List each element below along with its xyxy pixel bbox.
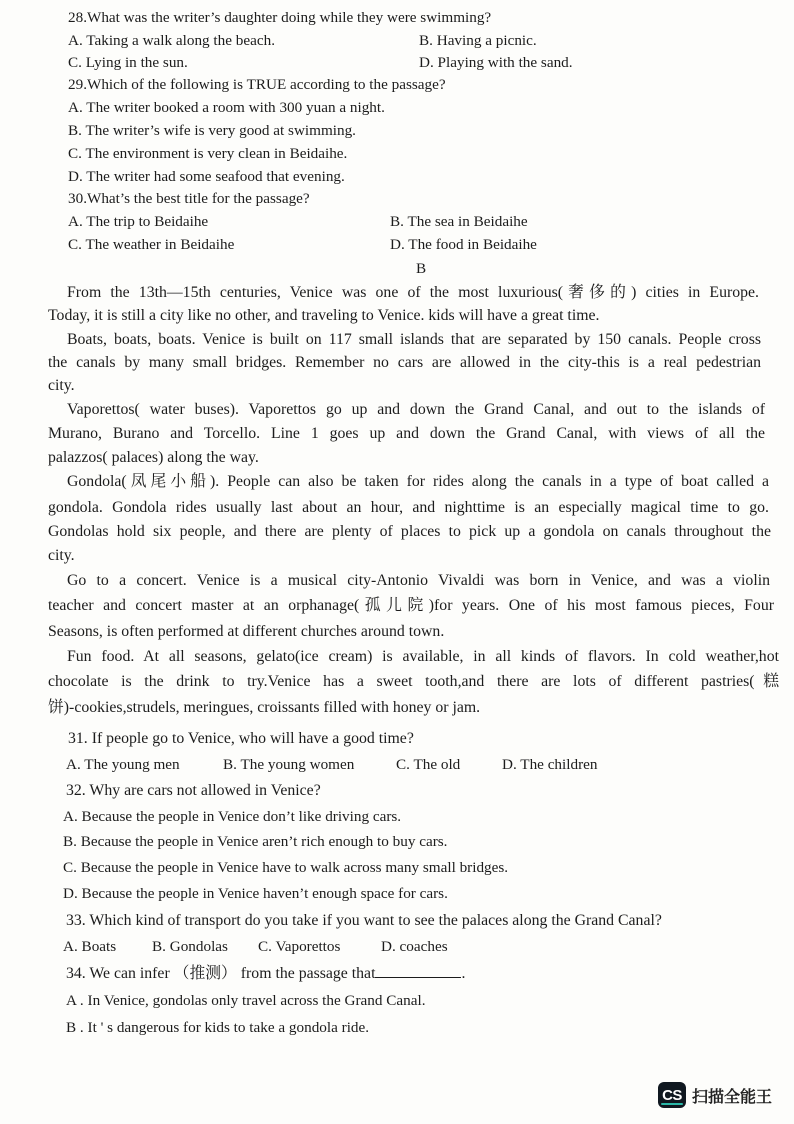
q33-option-b: B. Gondolas <box>152 938 228 955</box>
passage-p5-line2: teacher and concert master at an orphanage(孤儿院)for years. One of his most famous pieces, Four <box>48 597 774 614</box>
passage-p2-line1: Boats, boats, boats. Venice is built on 117 small islands that are separated by 150 canals. People cross <box>67 331 761 348</box>
q29-option-d: D. The writer had some seafood that evening. <box>68 168 345 185</box>
q29-question: 29.Which of the following is TRUE according to the passage? <box>68 76 446 93</box>
passage-p1-line1: From the 13th—15th centuries, Venice was one of the most luxurious(奢侈的) cities in Europe. <box>67 284 759 301</box>
q28-option-b: B. Having a picnic. <box>419 32 537 49</box>
passage-p1-line2: Today, it is still a city like no other, and traveling to Venice. kids will have a great time. <box>48 307 600 324</box>
q29-option-b: B. The writer’s wife is very good at swimming. <box>68 122 356 139</box>
section-b-heading: B <box>416 260 427 277</box>
q29-option-a: A. The writer booked a room with 300 yuan a night. <box>68 99 385 116</box>
q28-option-a: A. Taking a walk along the beach. <box>68 32 275 49</box>
passage-p3-line2: Murano, Burano and Torcello. Line 1 goes up and down the Grand Canal, with views of all the <box>48 425 765 442</box>
q33-option-a: A. Boats <box>63 938 117 955</box>
q30-option-a: A. The trip to Beidaihe <box>68 213 209 230</box>
q28-question: 28.What was the writer’s daughter doing while they were swimming? <box>68 9 492 26</box>
q30-option-c: C. The weather in Beidaihe <box>68 236 235 253</box>
camscanner-logo-icon <box>658 1082 686 1108</box>
q34-question <box>66 963 465 984</box>
q31-option-a: A. The young men <box>66 756 180 773</box>
q31-option-d: D. The children <box>502 756 598 773</box>
q32-option-c: C. Because the people in Venice have to walk across many small bridges. <box>63 859 509 876</box>
q33-question: 33. Which kind of transport do you take if you want to see the palaces along the Grand Canal? <box>66 912 662 929</box>
q33-option-d: D. coaches <box>381 938 448 955</box>
passage-p6-line1: Fun food. At all seasons, gelato(ice cream) is available, in all kinds of flavors. In cold weather,hot <box>67 648 779 665</box>
q30-option-b: B. The sea in Beidaihe <box>390 213 528 230</box>
q34-option-b: B . It ' s dangerous for kids to take a gondola ride. <box>66 1019 370 1036</box>
q31-option-b: B. The young women <box>223 756 355 773</box>
passage-p2-line3: city. <box>48 377 75 394</box>
q31-question: 31. If people go to Venice, who will have a good time? <box>68 730 414 747</box>
q32-option-b: B. Because the people in Venice aren’t rich enough to buy cars. <box>63 833 448 850</box>
answer-blank <box>375 963 461 978</box>
passage-p4-line4: city. <box>48 547 75 564</box>
camscanner-watermark <box>658 1082 772 1108</box>
q33-option-c: C. Vaporettos <box>258 938 341 955</box>
passage-p6-line2: chocolate is the drink to try.Venice has a sweet tooth,and there are lots of different pastries(糕 <box>48 673 779 690</box>
q29-option-c: C. The environment is very clean in Beidaihe. <box>68 145 348 162</box>
passage-p4-line2: gondola. Gondola rides usually last about an hour, and nighttime is an especially magical time to go. <box>48 499 769 516</box>
q34-question-text: 34. We can infer （推测） from the passage that <box>66 965 376 982</box>
passage-p4-line3: Gondolas hold six people, and there are plenty of places to pick up a gondola on canals throughout the <box>48 523 771 540</box>
passage-p5-line1: Go to a concert. Venice is a musical city-Antonio Vivaldi was born in Venice, and was a violin <box>67 572 770 589</box>
q28-option-d: D. Playing with the sand. <box>419 54 573 71</box>
passage-p5-line3: Seasons, is often performed at different churches around town. <box>48 623 445 640</box>
passage-p3-line3: palazzos( palaces) along the way. <box>48 449 259 466</box>
q34-question-end: . <box>461 965 466 982</box>
camscanner-icon-text: CS <box>662 1086 682 1104</box>
passage-p6-line3: 饼)-cookies,strudels, meringues, croissants filled with honey or jam. <box>48 699 481 716</box>
passage-p2-line2: the canals by many small bridges. Remember no cars are allowed in the city-this is a real pedestrian <box>48 354 761 371</box>
q32-option-d: D. Because the people in Venice haven’t enough space for cars. <box>63 885 448 902</box>
q32-question: 32. Why are cars not allowed in Venice? <box>66 782 321 799</box>
camscanner-label: 扫描全能王 <box>692 1086 773 1106</box>
passage-p3-line1: Vaporettos( water buses). Vaporettos go up and down the Grand Canal, and out to the islands of <box>67 401 765 418</box>
q30-question: 30.What’s the best title for the passage? <box>68 190 310 207</box>
q30-option-d: D. The food in Beidaihe <box>390 236 537 253</box>
q32-option-a: A. Because the people in Venice don’t like driving cars. <box>63 808 402 825</box>
q28-option-c: C. Lying in the sun. <box>68 54 188 71</box>
q34-option-a: A . In Venice, gondolas only travel across the Grand Canal. <box>66 992 426 1009</box>
q31-option-c: C. The old <box>396 756 461 773</box>
passage-p4-line1: Gondola(凤尾小船). People can also be taken for rides along the canals in a type of boat called a <box>67 473 769 490</box>
